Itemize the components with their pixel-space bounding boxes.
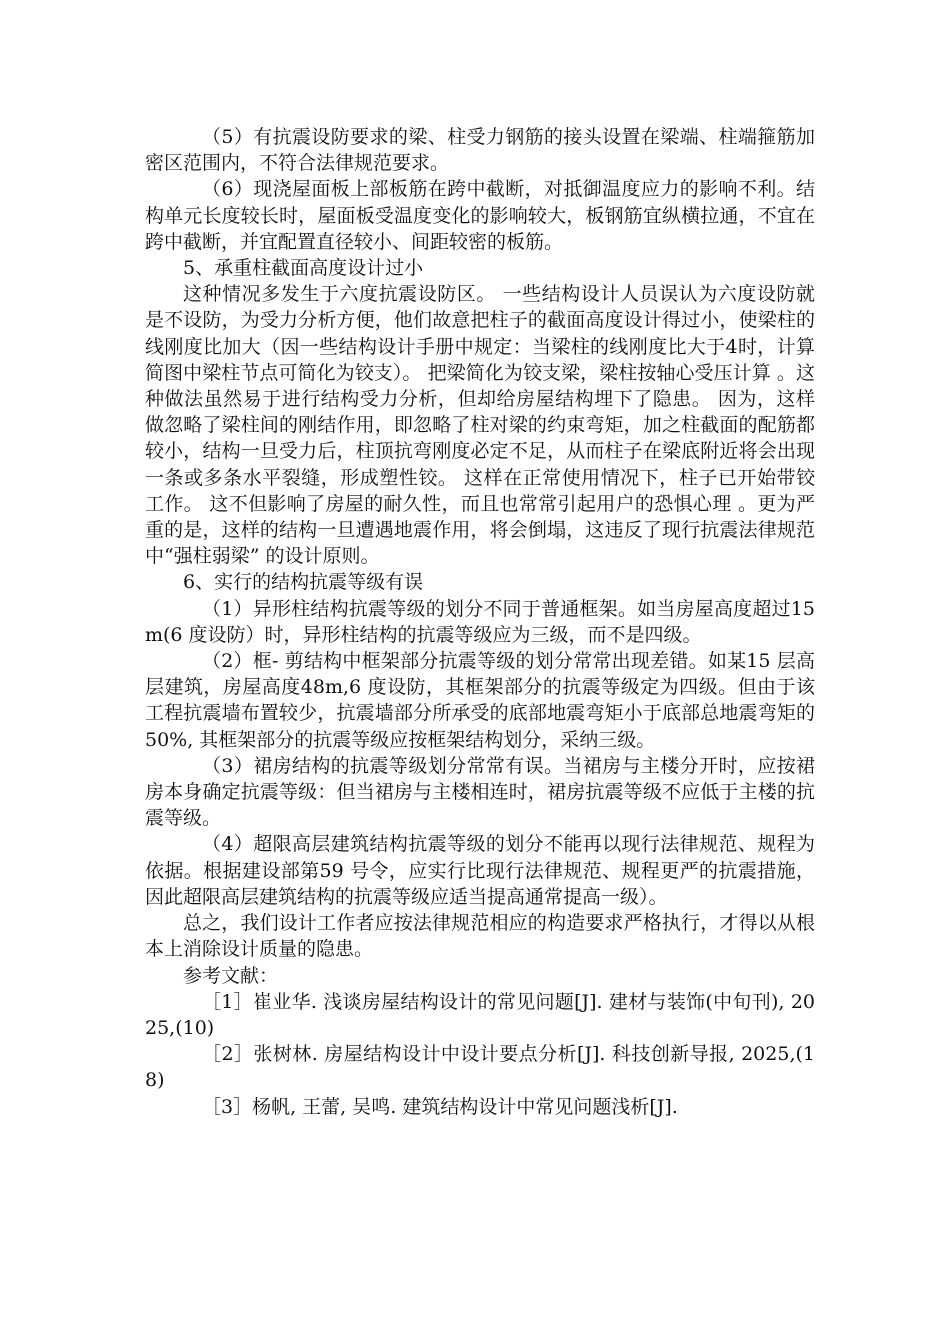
section-heading-6: 6、实行的结构抗震等级有误 bbox=[183, 571, 424, 594]
reference-item-2: ［2］张树林. 房屋结构设计中设计要点分析[J]. 科技创新导报, 2025,(18) bbox=[145, 1043, 815, 1092]
paragraph-item-5: （5）有抗震设防要求的梁、柱受力钢筋的接头设置在梁端、柱端箍筋加密区范围内，不符合法律规范要求。 bbox=[145, 126, 815, 175]
paragraph-item-1: （1）异形柱结构抗震等级的划分不同于普通框架。如当房屋高度超过15m(6 度设防）时，异形柱结构的抗震等级应为三级，而不是四级。 bbox=[145, 597, 815, 646]
paragraph-item-6: （6）现浇屋面板上部板筋在跨中截断，对抵御温度应力的影响不利。结构单元长度较长时，屋面板受温度变化的影响较大，板钢筋宜纵横拉通，不宜在跨中截断，并宜配置直径较小、间距较密的板筋。 bbox=[145, 178, 815, 253]
paragraph-column-height: 这种情况多发生于六度抗震设防区。 一些结构设计人员误认为六度设防就是不设防，为受力分析方便，他们故意把柱子的截面高度设计得过小，使梁柱的线刚度比加大（因一些结构设计手册中规定：当梁柱的线刚度比大于4时，计算简图中梁柱节点可简化为铰支）。 把梁简化为铰支梁，梁柱按轴心受压计算 。这种做法虽然易于进行结构受力分析，但却给房屋结构埋下了隐患。 因为，这样做忽略了梁柱间的刚结作用，即忽略了柱对梁的约束弯矩，加之柱截面的配筋都较小，结构一旦受力后，柱顶抗弯刚度必定不足，从而柱子在梁底附近将会出现一条或多条水平裂缝，形成塑性铰。 这样在正常使用情况下，柱子已开始带铰工作。 这不但影响了房屋的耐久性，而且也常常引起用户的恐惧心理 。更为严重的是，这样的结构一旦遭遇地震作用，将会倒塌，这违反了现行抗震法律规范中“强柱弱梁” 的设计原则。 bbox=[145, 283, 815, 568]
section-heading-5: 5、承重柱截面高度设计过小 bbox=[183, 257, 424, 280]
paragraph-item-2: （2）框- 剪结构中框架部分抗震等级的划分常常出现差错。如某15 层高层建筑，房屋高度48m,6 度设防，其框架部分的抗震等级定为四级。但由于该工程抗震墙布置较少，抗震墙部分所承受的底部地震弯矩小于底部总地震弯矩的50%, 其框架部分的抗震等级应按框架结构划分，采纳三级。 bbox=[145, 650, 815, 751]
reference-item-3: ［3］杨帆, 王蕾, 吴鸣. 建筑结构设计中常见问题浅析[J]. bbox=[202, 1095, 678, 1118]
paragraph-item-4: （4）超限高层建筑结构抗震等级的划分不能再以现行法律规范、规程为依据。根据建设部第59 号令，应实行比现行法律规范、规程更严的抗震措施，因此超限高层建筑结构的抗震等级应适当提高通常提高一级）。 bbox=[145, 833, 815, 908]
paragraph-conclusion: 总之，我们设计工作者应按法律规范相应的构造要求严格执行，才得以从根本上消除设计质量的隐患。 bbox=[145, 912, 815, 961]
references-heading: 参考文献： bbox=[183, 964, 279, 987]
paragraph-item-3: （3）裙房结构的抗震等级划分常常有误。当裙房与主楼分开时，应按裙房本身确定抗震等级：但当裙房与主楼相连时，裙房抗震等级不应低于主楼的抗震等级。 bbox=[145, 754, 815, 830]
reference-item-1: ［1］崔业华. 浅谈房屋结构设计的常见问题[J]. 建材与装饰(中旬刊), 2025,(10) bbox=[145, 990, 815, 1039]
document-body bbox=[145, 124, 815, 1120]
